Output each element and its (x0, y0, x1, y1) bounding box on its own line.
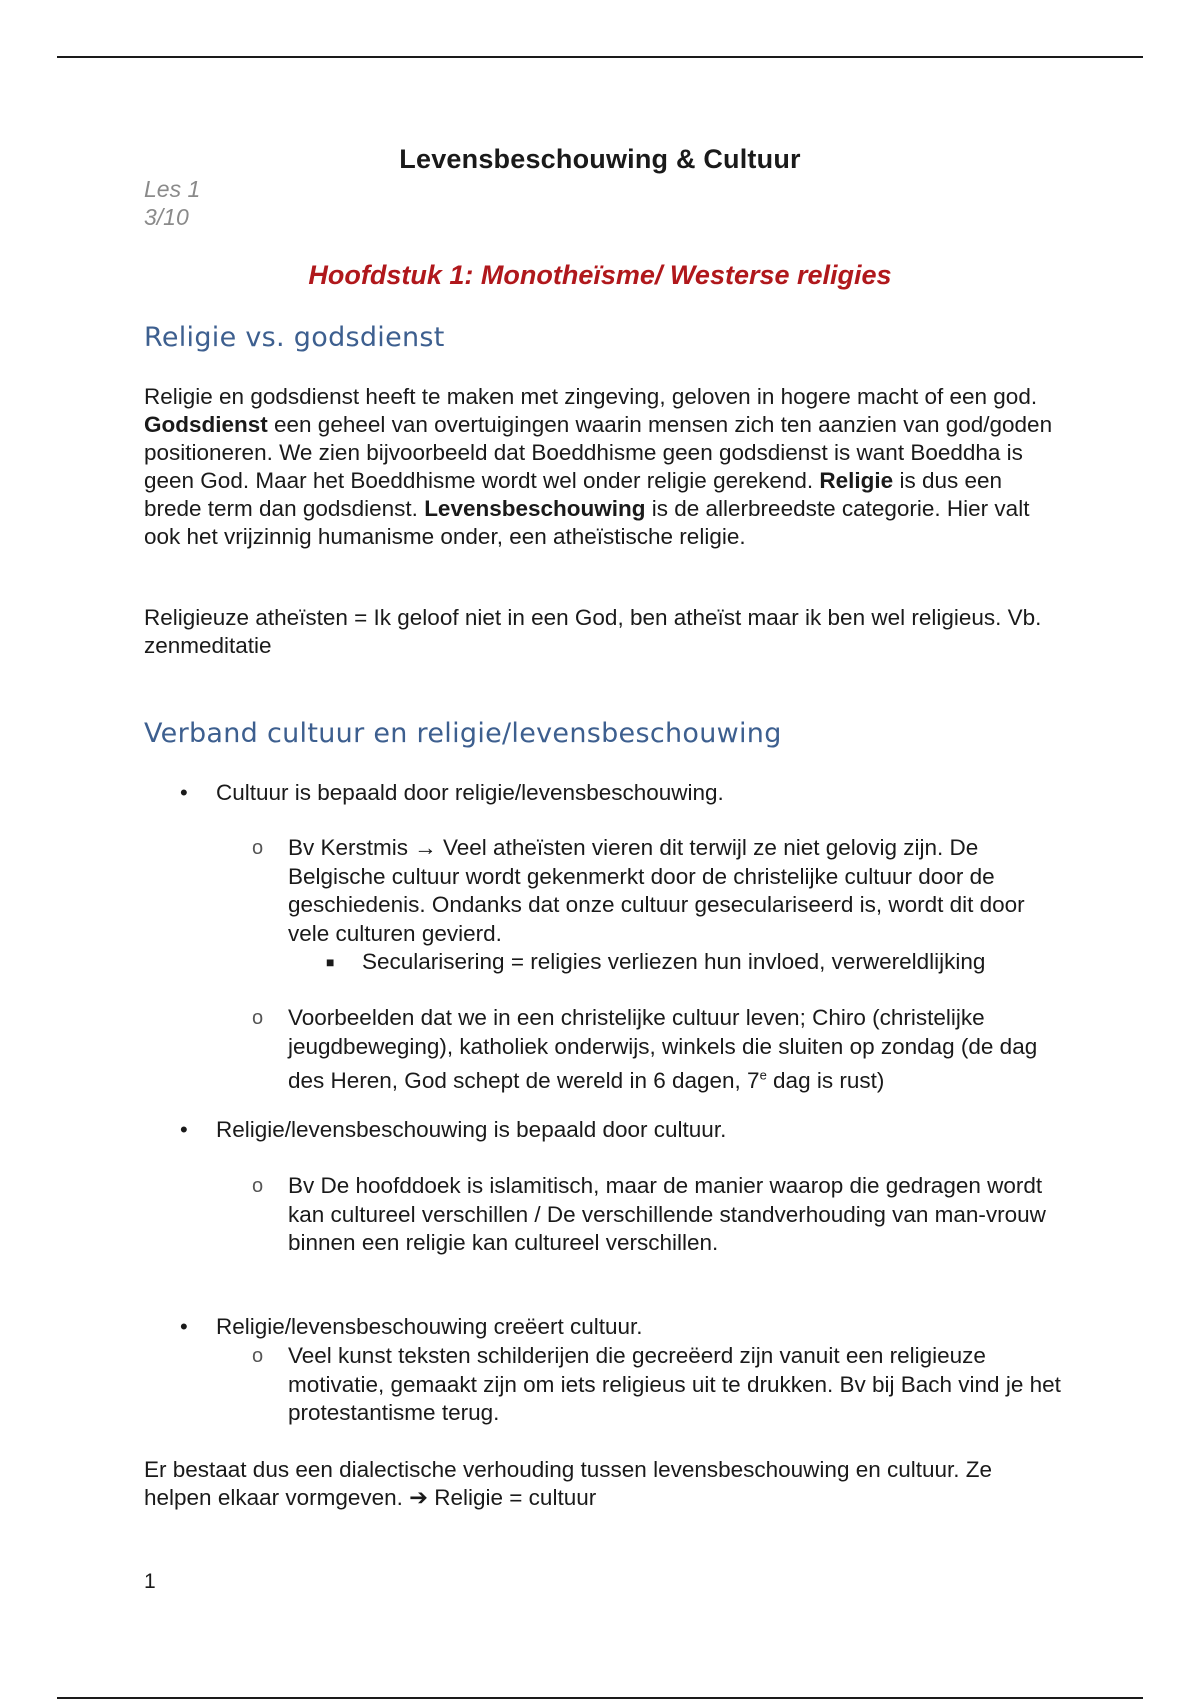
bold-term-godsdienst: Godsdienst (144, 412, 268, 437)
sub-bullet-text-part: dag is rust) (766, 1067, 885, 1093)
page-number: 1 (144, 1570, 156, 1593)
bullet-dot-icon: • (180, 1117, 188, 1142)
bullet-circle-icon: o (252, 837, 264, 859)
bullet-dot-icon: • (180, 780, 188, 805)
bold-term-levensbeschouwing: Levensbeschouwing (424, 496, 646, 521)
sub-bullet-text (288, 1005, 1037, 1093)
footer-rule (57, 1697, 1143, 1699)
sub-bullet-text: Bv Kerstmis → Veel atheïsten vieren dit terwijl ze niet gelovig zijn. De Belgische cultuur wordt gekenmerkt door de christelijke cultuur door de geschiedenis. Ondanks dat onze cultuur geseculariseerd is, wordt dit door vele culturen gevierd. (288, 835, 1025, 946)
bullet-text: Religie/levensbeschouwing is bepaald door cultuur. (216, 1117, 727, 1142)
bullet-circle-icon: o (252, 1345, 264, 1367)
sub-bullet-item (252, 1004, 1068, 1095)
bold-term-religie: Religie (819, 468, 894, 493)
sub-bullet-text: Veel kunst teksten schilderijen die gecreëerd zijn vanuit een religieuze motivatie, gemaakt zijn om iets religieus uit te drukken. Bv bij Bach vind je het protestantisme terug. (288, 1343, 1061, 1425)
paragraph-conclusion: Er bestaat dus een dialectische verhouding tussen levensbeschouwing en cultuur. Ze helpen elkaar vormgeven. ➔ Religie = cultuur (144, 1457, 993, 1510)
lesson-label: Les 1 (144, 176, 201, 202)
bullet-item (180, 1116, 1076, 1145)
section-heading-verband: Verband cultuur en religie/levensbeschouwing (144, 718, 782, 749)
bullet-square-icon: ■ (326, 954, 335, 970)
sub-sub-bullet-text: Secularisering = religies verliezen hun invloed, verwereldlijking (362, 949, 986, 974)
paragraph-text: is dus een brede term dan godsdienst. (144, 468, 1003, 521)
sub-bullet-item (252, 834, 1068, 948)
paragraph-text: is de allerbreedste categorie. Hier valt ook het vrijzinnig humanisme onder, een atheïstische religie. (144, 496, 1030, 549)
sub-bullet-item (252, 1172, 1068, 1258)
sub-bullet-item (252, 1342, 1068, 1428)
section-heading-religie: Religie vs. godsdienst (144, 322, 445, 353)
bullet-text: Religie/levensbeschouwing creëert cultuur. (216, 1314, 643, 1339)
sub-bullet-text-part: Voorbeelden dat we in een christelijke cultuur leven; Chiro (christelijke jeugdbeweging), katholiek onderwijs, winkels die sluiten op zondag (de dag des Heren, God schept de wereld in 6 dagen, 7 (288, 1005, 1038, 1093)
bullet-circle-icon: o (252, 1007, 264, 1029)
paragraph-religie-godsdienst (144, 383, 1064, 551)
sub-sub-bullet-item (326, 948, 1082, 977)
superscript: e (759, 1067, 767, 1082)
bullet-item (180, 779, 1076, 808)
bullet-circle-icon: o (252, 1175, 264, 1197)
paragraph-text: Religie en godsdienst heeft te maken met zingeving, geloven in hogere macht of een god. (144, 384, 1038, 409)
bullet-text: Cultuur is bepaald door religie/levensbeschouwing. (216, 780, 724, 805)
document-title: Levensbeschouwing & Cultuur (399, 144, 801, 174)
paragraph-religieuze-atheisten: Religieuze atheïsten = Ik geloof niet in een God, ben atheïst maar ik ben wel religieus. Vb. zenmeditatie (144, 605, 1042, 658)
chapter-title: Hoofdstuk 1: Monotheïsme/ Westerse religies (308, 260, 892, 290)
bullet-dot-icon: • (180, 1314, 188, 1339)
lesson-date: 3/10 (144, 204, 189, 230)
header-rule (57, 56, 1143, 58)
paragraph-text: een geheel van overtuigingen waarin mensen zich ten aanzien van god/goden positioneren. We zien bijvoorbeeld dat Boeddhisme geen godsdienst is want Boeddha is geen God. Maar het Boeddhisme wordt wel onder religie gerekend. (144, 412, 1053, 493)
sub-bullet-text: Bv De hoofddoek is islamitisch, maar de manier waarop die gedragen wordt kan cultureel verschillen / De verschillende standverhouding van man-vrouw binnen een religie kan cultureel verschillen. (288, 1173, 1046, 1255)
bullet-item (180, 1313, 1076, 1342)
